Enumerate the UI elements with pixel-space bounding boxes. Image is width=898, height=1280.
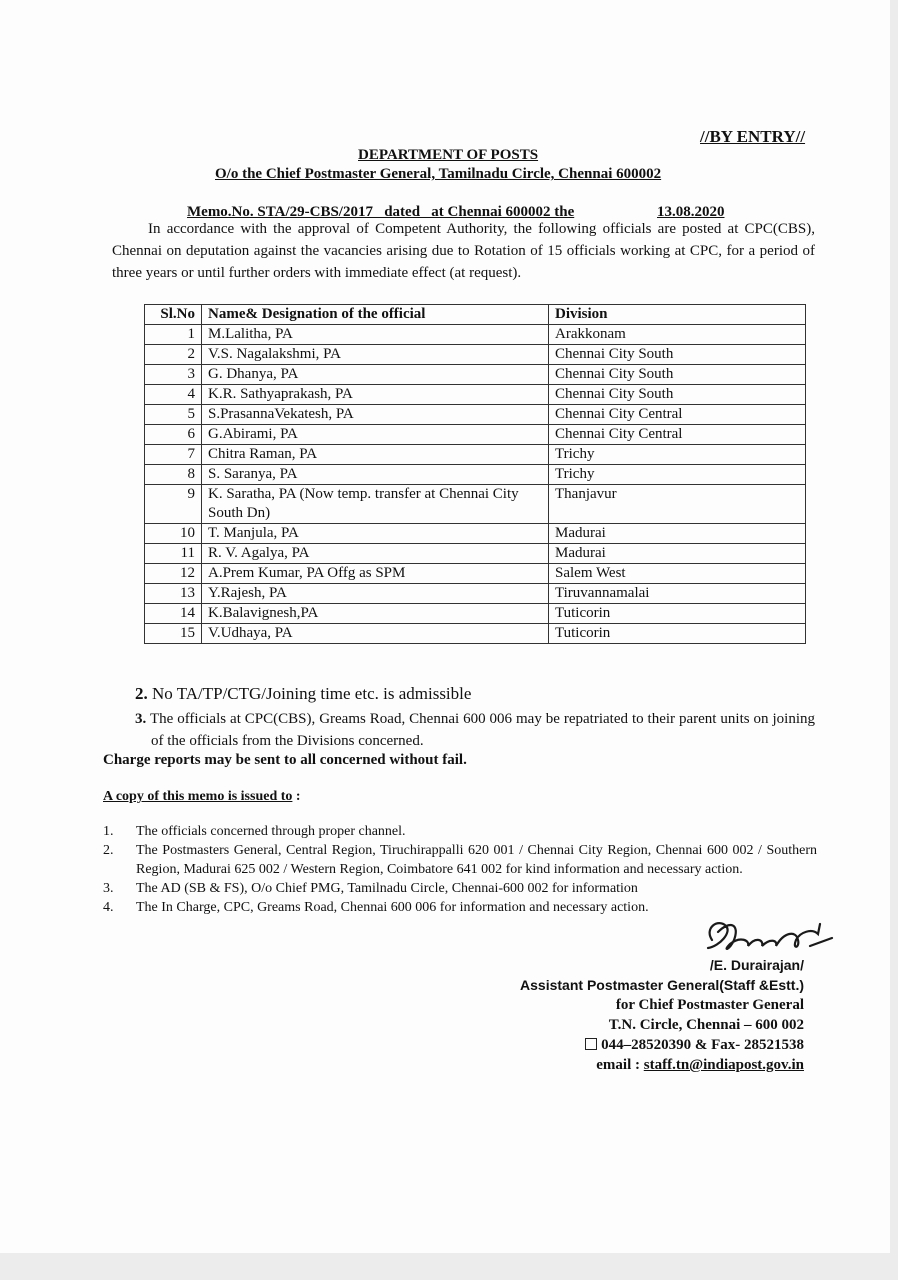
table-row xyxy=(145,604,806,624)
list-item-number: 3. xyxy=(103,881,114,896)
cell-slno: 1 xyxy=(145,325,202,345)
cell-slno: 13 xyxy=(145,584,202,604)
table-row xyxy=(145,345,806,365)
cell-name: V.Udhaya, PA xyxy=(202,624,549,644)
email-link[interactable]: staff.tn@indiapost.gov.in xyxy=(643,1057,804,1073)
point-2-text: No TA/TP/CTG/Joining time etc. is admissible xyxy=(152,684,472,703)
cell-division: Madurai xyxy=(549,524,806,544)
memo-number: Memo.No. STA/29-CBS/2017 dated at Chennai 600002 the xyxy=(187,204,575,220)
cell-name: K.Balavignesh,PA xyxy=(202,604,549,624)
cell-name: K. Saratha, PA (Now temp. transfer at Chennai City South Dn) xyxy=(202,485,549,524)
office-heading: O/o the Chief Postmaster General, Tamilnadu Circle, Chennai 600002 xyxy=(215,166,662,182)
table-row xyxy=(145,465,806,485)
cell-division: Chennai City South xyxy=(549,345,806,365)
cell-division: Salem West xyxy=(549,564,806,584)
table-row xyxy=(145,325,806,345)
table-row xyxy=(145,524,806,544)
cell-division: Madurai xyxy=(549,544,806,564)
header-name: Name& Designation of the official xyxy=(202,305,549,325)
point-3-number: 3. xyxy=(135,711,147,727)
list-item xyxy=(103,822,817,841)
copy-list xyxy=(103,822,817,917)
signatory-designation: Assistant Postmaster General(Staff &Estt.) xyxy=(520,977,804,993)
copy-heading xyxy=(103,789,301,805)
cell-slno: 6 xyxy=(145,425,202,445)
officials-table xyxy=(144,304,806,644)
header-division: Division xyxy=(549,305,806,325)
cell-name: S.PrasannaVekatesh, PA xyxy=(202,405,549,425)
cell-name: Chitra Raman, PA xyxy=(202,445,549,465)
point-3-text: The officials at CPC(CBS), Greams Road, Chennai 600 006 may be repatriated to their parent units on joining of the officials from the Divisions concerned. xyxy=(149,711,815,749)
table-row xyxy=(145,445,806,465)
cell-name: K.R. Sathyaprakash, PA xyxy=(202,385,549,405)
header-slno: Sl.No xyxy=(145,305,202,325)
email-label: email : xyxy=(596,1057,644,1073)
table-row xyxy=(145,624,806,644)
list-item xyxy=(103,841,817,879)
signatory-phone xyxy=(520,1035,804,1055)
phone-icon xyxy=(585,1038,597,1050)
table-row xyxy=(145,544,806,564)
intro-text: In accordance with the approval of Competent Authority, the following officials are posted at CPC(CBS), Chennai on deputation against the vacancies arising due to Rotation of 15 officials working at CPC, for a period of three years or until further orders with immediate effect (at request). xyxy=(112,221,815,281)
cell-slno: 2 xyxy=(145,345,202,365)
signatory-circle: T.N. Circle, Chennai – 600 002 xyxy=(608,1017,804,1033)
signatory-for-line: for Chief Postmaster General xyxy=(615,997,804,1013)
table-row xyxy=(145,564,806,584)
signature-block xyxy=(520,955,804,1075)
cell-division: Trichy xyxy=(549,445,806,465)
cell-slno: 7 xyxy=(145,445,202,465)
table-row xyxy=(145,365,806,385)
cell-slno: 12 xyxy=(145,564,202,584)
cell-division: Chennai City South xyxy=(549,365,806,385)
department-heading: DEPARTMENT OF POSTS xyxy=(358,147,539,163)
list-item-number: 2. xyxy=(103,843,114,858)
table-row xyxy=(145,405,806,425)
table-row xyxy=(145,485,806,524)
cell-name: V.S. Nagalakshmi, PA xyxy=(202,345,549,365)
cell-division: Chennai City Central xyxy=(549,405,806,425)
cell-slno: 11 xyxy=(145,544,202,564)
cell-name: Y.Rajesh, PA xyxy=(202,584,549,604)
cell-name: A.Prem Kumar, PA Offg as SPM xyxy=(202,564,549,584)
cell-division: Tuticorin xyxy=(549,624,806,644)
cell-slno: 5 xyxy=(145,405,202,425)
cell-division: Arakkonam xyxy=(549,325,806,345)
table-row xyxy=(145,385,806,405)
point-2 xyxy=(135,684,471,704)
cell-slno: 4 xyxy=(145,385,202,405)
list-item-text: The In Charge, CPC, Greams Road, Chennai 600 006 for information and necessary action. xyxy=(136,900,649,915)
copy-heading-suffix: : xyxy=(292,789,301,804)
list-item-number: 1. xyxy=(103,824,114,839)
cell-name: G. Dhanya, PA xyxy=(202,365,549,385)
cell-slno: 14 xyxy=(145,604,202,624)
cell-division: Chennai City South xyxy=(549,385,806,405)
copy-heading-text: A copy of this memo is issued to xyxy=(103,789,293,804)
cell-slno: 9 xyxy=(145,485,202,524)
signatory-phone-text: 044–28520390 & Fax- 28521538 xyxy=(601,1037,804,1053)
cell-name: R. V. Agalya, PA xyxy=(202,544,549,564)
memo-date: 13.08.2020 xyxy=(657,204,725,220)
cell-division: Trichy xyxy=(549,465,806,485)
table-row xyxy=(145,425,806,445)
list-item xyxy=(103,879,817,898)
cell-name: T. Manjula, PA xyxy=(202,524,549,544)
intro-paragraph xyxy=(112,218,815,284)
signatory-email-line xyxy=(520,1055,804,1075)
cell-division: Tiruvannamalai xyxy=(549,584,806,604)
cell-slno: 8 xyxy=(145,465,202,485)
point-3 xyxy=(135,708,815,752)
table-header-row xyxy=(145,305,806,325)
cell-name: G.Abirami, PA xyxy=(202,425,549,445)
cell-division: Chennai City Central xyxy=(549,425,806,445)
cell-slno: 15 xyxy=(145,624,202,644)
list-item-text: The Postmasters General, Central Region, Tiruchirappalli 620 001 / Chennai City Region, Chennai 600 002 / Southern Region, Madurai 625 002 / Western Region, Coimbatore 641 002 for kind information and necessary action. xyxy=(136,843,817,877)
point-2-number: 2. xyxy=(135,684,148,703)
table-row xyxy=(145,584,806,604)
list-item-number: 4. xyxy=(103,900,114,915)
table-body xyxy=(145,325,806,644)
signatory-name: /E. Durairajan/ xyxy=(709,957,804,973)
by-entry-label: //BY ENTRY// xyxy=(700,127,806,146)
charge-reports-note: Charge reports may be sent to all concerned without fail. xyxy=(103,752,467,768)
cell-name: M.Lalitha, PA xyxy=(202,325,549,345)
cell-division: Thanjavur xyxy=(549,485,806,524)
cell-slno: 10 xyxy=(145,524,202,544)
cell-name: S. Saranya, PA xyxy=(202,465,549,485)
list-item-text: The officials concerned through proper channel. xyxy=(136,824,406,839)
cell-slno: 3 xyxy=(145,365,202,385)
cell-division: Tuticorin xyxy=(549,604,806,624)
list-item-text: The AD (SB & FS), O/o Chief PMG, Tamilnadu Circle, Chennai-600 002 for information xyxy=(136,881,638,896)
